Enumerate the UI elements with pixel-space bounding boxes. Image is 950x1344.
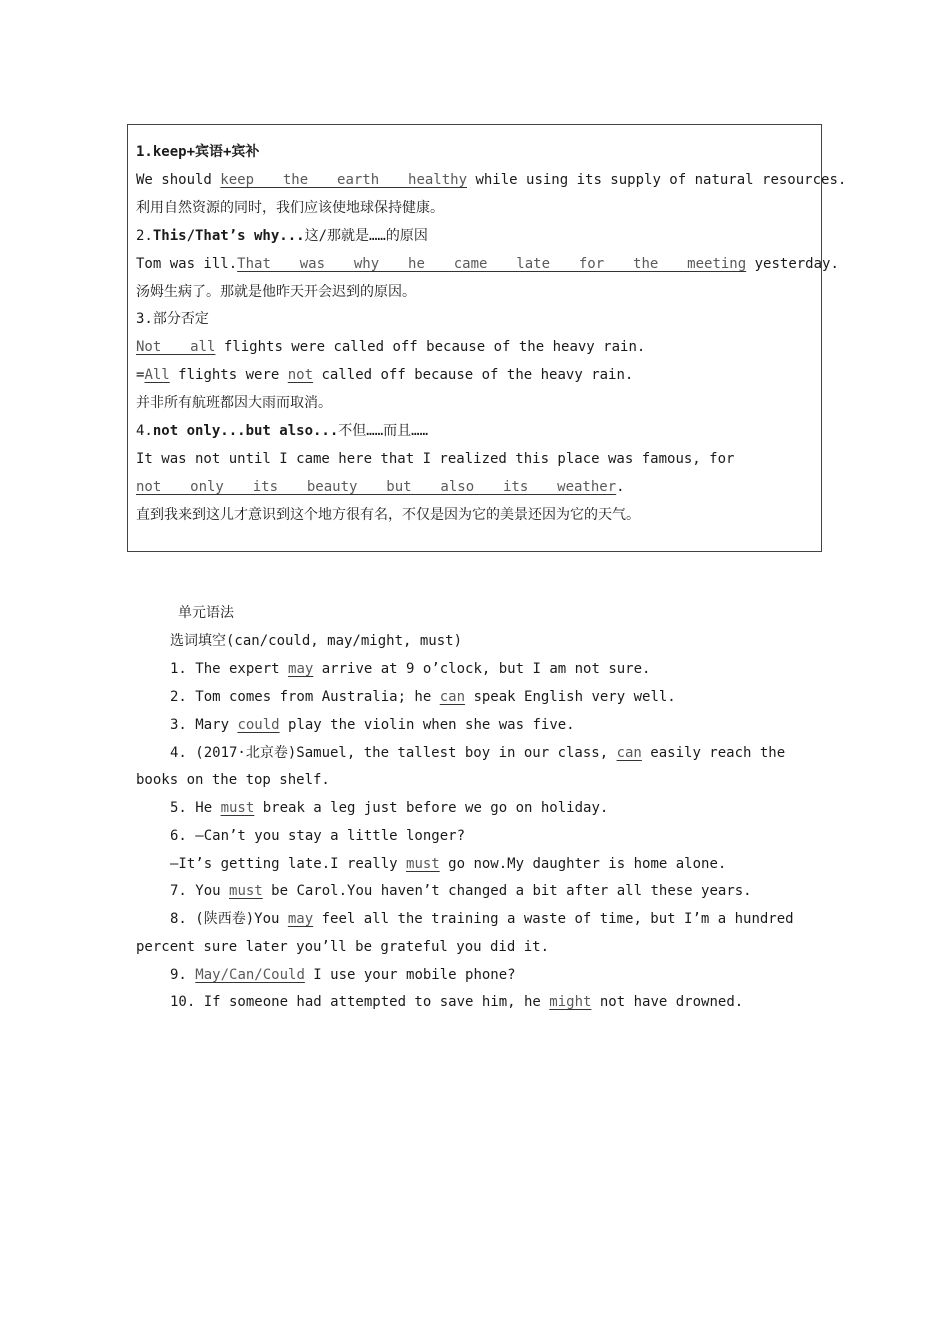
answer-blank: May/Can/Could	[195, 967, 305, 983]
pattern-4-example-line-2: not only its beauty but also its weather.	[136, 479, 625, 495]
answer-blank: must	[229, 883, 263, 899]
answer-blank: All	[144, 367, 170, 383]
answer-blank: could	[237, 717, 280, 733]
answer-blank: can	[439, 689, 466, 705]
answer-blank: may	[288, 661, 314, 677]
pattern-1-example: We should keep the earth healthy while using its supply of natural resources.	[136, 172, 847, 188]
question-8: 8. (陕西卷)You may feel all the training a waste of time, but I’m a hundred	[170, 911, 794, 927]
answer-blank: Not all	[136, 339, 216, 355]
pattern-3-example-1: Not all flights were called off because of the heavy rain.	[136, 339, 646, 355]
question-2: 2. Tom comes from Australia; he can speak English very well.	[170, 689, 676, 705]
question-1: 1. The expert may arrive at 9 o’clock, but I am not sure.	[170, 661, 651, 677]
answer-blank: may	[287, 911, 314, 927]
pattern-2-title: 2.This/That’s why...这/那就是……的原因	[136, 228, 428, 244]
pattern-4-example-line-1: It was not until I came here that I realized this place was famous, for	[136, 451, 735, 467]
pattern-3-title: 3.部分否定	[136, 311, 209, 327]
grammar-heading: 单元语法	[178, 605, 234, 621]
question-6-reply: —It’s getting late.I really must go now.My daughter is home alone.	[170, 856, 727, 872]
answer-blank: must	[406, 856, 440, 872]
pattern-3-translation: 并非所有航班都因大雨而取消。	[136, 395, 332, 411]
pattern-2-example: Tom was ill.That was why he came late for the meeting yesterday.	[136, 256, 839, 272]
question-6: 6. —Can’t you stay a little longer?	[170, 828, 466, 844]
question-4-continued: books on the top shelf.	[136, 772, 330, 788]
answer-blank: not only its beauty but also its weather	[136, 479, 617, 495]
answer-blank: That was why he came late for the meeting	[237, 256, 747, 272]
answer-blank: keep the earth healthy	[220, 172, 468, 188]
answer-blank: can	[616, 745, 642, 761]
pattern-3-example-2: =All flights were not called off because of the heavy rain.	[136, 367, 634, 383]
question-9: 9. May/Can/Could I use your mobile phone?	[170, 967, 516, 983]
question-4: 4. (2017·北京卷)Samuel, the tallest boy in our class, can easily reach the	[170, 745, 786, 761]
pattern-1-translation: 利用自然资源的同时，我们应该使地球保持健康。	[136, 200, 444, 216]
pattern-1-title: 1.keep+宾语+宾补	[136, 144, 260, 160]
pattern-4-title: 4.not only...but also...不但……而且……	[136, 423, 429, 439]
answer-blank: might	[549, 994, 592, 1010]
pattern-2-translation: 汤姆生病了。那就是他昨天开会迟到的原因。	[136, 284, 416, 300]
pattern-4-translation: 直到我来到这儿才意识到这个地方很有名，不仅是因为它的美景还因为它的天气。	[136, 507, 640, 523]
question-10: 10. If someone had attempted to save him, he might not have drowned.	[170, 994, 744, 1010]
question-3: 3. Mary could play the violin when she was five.	[170, 717, 575, 733]
question-8-continued: percent sure later you’ll be grateful you did it.	[136, 939, 550, 955]
question-7: 7. You must be Carol.You haven’t changed a bit after all these years.	[170, 883, 752, 899]
answer-blank: not	[287, 367, 314, 383]
grammar-instruction: 选词填空(can/could, may/might, must)	[170, 633, 463, 649]
question-5: 5. He must break a leg just before we go on holiday.	[170, 800, 609, 816]
answer-blank: must	[220, 800, 255, 816]
